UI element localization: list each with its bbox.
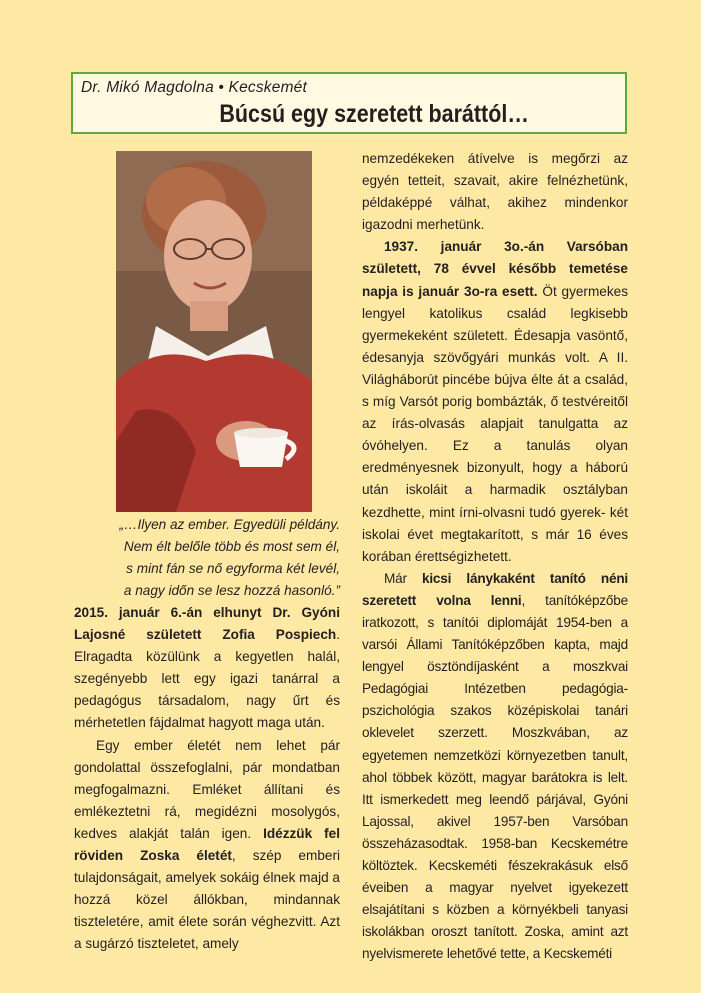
paragraph-continuation: nemzedékeken átívelve is megőrzi az egyén tetteit, szavait, akire felnézhetünk, példaképpé válhat, akihez mindenkor igazodni merhetünk. — [362, 151, 628, 233]
quote-line: „…Ilyen az ember. Egyedüli példány. — [119, 517, 340, 532]
paragraph-intro — [74, 602, 340, 735]
quote-line: s mint fán se nő egyforma két levél, — [126, 561, 340, 577]
right-column — [362, 148, 628, 965]
birth-bold: 1937. január 3o.-án Varsóban született, 78 évvel később temetése napja is január 3o-ra esett. — [362, 239, 628, 299]
intro-bold: 2015. január 6.-án elhunyt Dr. Gyóni Lajosné született Zofia Pospiech — [74, 605, 340, 643]
birth-text: Öt gyermekes lengyel katolikus család legkisebb gyermekeként született. Édesapja vasöntő, édesanyja szövőgyári munkás volt. A II. Világháborút pincébe bújva élte át a család, s míg Varsót porig bombázták, ő testvéreitől az írás-olvasás alapjait tanulgatta az óvóhelyen. Ez a tanulás olyan eredményesnek bizonyult, hogy a háború után iskoláit a harmadik osztályban kezdhette, mint írni-olvasni tudó gyerek- két iskolai évet megtakarított, s már 16 éves korában érettségizhetett. — [362, 283, 629, 564]
article-header — [71, 72, 627, 134]
left-column — [74, 602, 340, 956]
poem-quote — [74, 514, 340, 602]
life-text-end: , szép emberi tulajdonságait, amelyek sokáig élnek majd a hozzá közel állókban, mindannak tiszteletére, amit élete során véghezvitt. Azt a sugárzó tiszteletet, amely — [74, 848, 340, 952]
paragraph-birth — [362, 236, 628, 567]
author-line: Dr. Mikó Magdolna • Kecskemét — [81, 79, 308, 96]
career-text-start: Már — [384, 570, 422, 586]
portrait-illustration — [116, 151, 312, 512]
quote-line: Nem élt belőle több és most sem él, — [123, 539, 340, 555]
portrait-photo — [116, 151, 312, 512]
life-bold: Idézzük fel röviden Zoska életét — [74, 825, 340, 864]
paragraph-career — [362, 568, 628, 966]
intro-text: . Elragadta közülünk a kegyetlen halál, szegényebb lett egy igazi tanárral a pedagógus társadalom, nagy űrt és mérhetetlen fájdalmat hagyott maga után. — [74, 627, 340, 731]
career-bold: kicsi lánykaként tanító néni szeretett volna lenni — [362, 570, 628, 608]
life-text-start: Egy ember életét nem lehet pár gondolattal összefoglalni, pár mondatban megfogalmazni. Emléket állítani és emlékeztetni rá, megidézni mosolygós, kedves alakját talán igen. — [74, 737, 340, 841]
career-text-end: , tanítóképzőbe iratkozott, s tanítói diplomáját 1954-ben a varsói Állami Tanítóképzőben kapta, majd lengyel ösztöndíjasként a moszkvai Pedagógiai Intézetben pedagógia-pszichológia szakos középiskolai tanári oklevelet szerzett. Moszkvában, az egyetemen nemzetközi környezetben tanult, ahol többek között, magyar barátokra is lelt. Itt ismerkedett meg leendő párjával, Gyóni Lajossal, akivel 1957-ben Varsóban összeházasodtak. 1958-ban Kecskemétre költöztek. Kecskeméti fészekrakásuk első éveiben a magyar nyelvet igyekezett elsajátítani s közben a környékbeli tanyasi iskolákban oroszt tanított. Zoska, amint azt nyelvismerete lehetővé tette, a Kecskeméti — [362, 592, 628, 962]
article-title: Búcsú egy szeretett baráttól… — [219, 100, 529, 128]
quote-line: a nagy időn se lesz hozzá hasonló.” — [123, 583, 340, 599]
paragraph-life — [74, 735, 340, 956]
